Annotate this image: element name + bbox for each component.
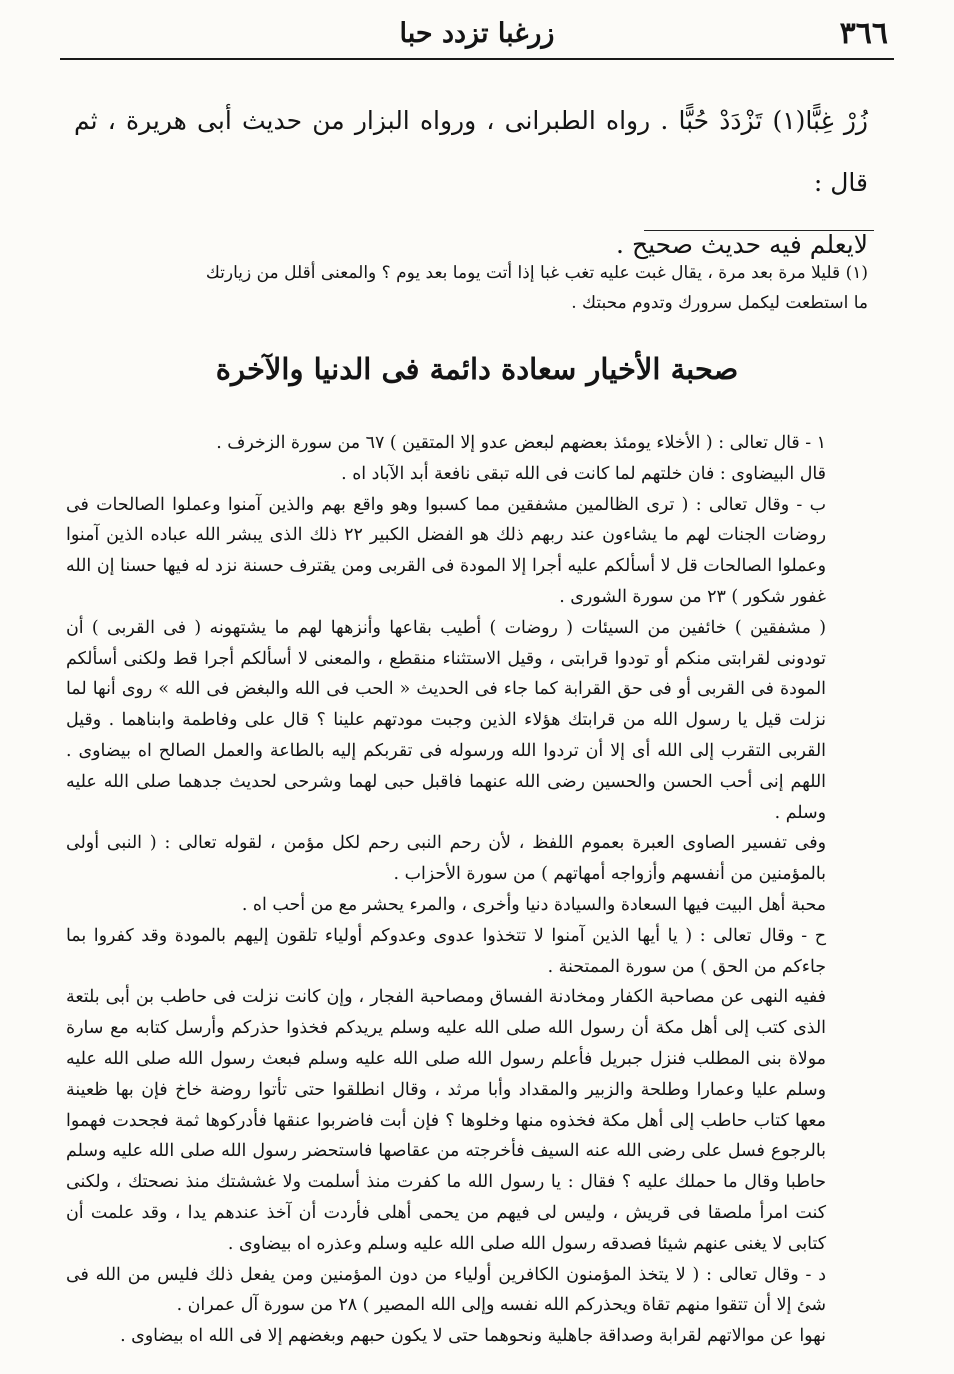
footnote-line: ما استطعت ليكمل سرورك وتدوم محبتك . <box>571 293 868 313</box>
running-title: زرغبا تزدد حبا <box>399 18 555 49</box>
top-text <box>74 90 868 276</box>
paragraph: ح - وقال تعالى : ( يا أيها الذين آمنوا لا تتخذوا عدوى وعدوكم أولياء تلقون إليهم بالمودة وقد كفروا بما جاءكم من الحق ) من سورة الممتحنة . <box>66 925 826 977</box>
paragraph: د - وقال تعالى : ( لا يتخذ المؤمنون الكافرين أولياء من دون المؤمنين ومن يفعل ذلك فليس من الله فى شئ إلا أن تتقوا منهم تقاة ويحذركم الله نفسه وإلى الله المصير ) ٢٨ من سورة آل عمران . <box>66 1264 826 1316</box>
main-content <box>66 428 874 1352</box>
footnote-line: (١) قليلا مرة بعد مرة ، يقال غبت عليه تغب غبا إذا أتت يوما بعد يوم ؟ والمعنى أقلل من زيارتك <box>205 263 868 283</box>
top-text-line: لايعلم فيه حديث صحيح . <box>616 230 868 259</box>
section-title: صحبة الأخيار سعادة دائمة فى الدنيا والآخرة <box>215 352 739 386</box>
footnote <box>70 258 868 318</box>
paragraph: ١ - قال تعالى : ( الأخلاء يومئذ بعضهم لبعض عدو إلا المتقين ) ٦٧ من سورة الزخرف . <box>216 433 826 453</box>
paragraph: محبة أهل البيت فيها السعادة والسيادة دنيا وأخرى ، والمرء يحشر مع من أحب اه . <box>241 894 826 915</box>
footnote-divider <box>644 230 874 231</box>
paragraph: ب - وقال تعالى : ( ترى الظالمين مشفقين مما كسبوا وهو واقع بهم والذين آمنوا وعملوا الصالحات فى روضات الجنات لهم ما يشاءون عند ربهم ذلك هو الفضل الكبير ٢٢ ذلك الذى يبشر الله عباده الذين آمنوا وعملوا الصالحات قل لا أسألكم عليه أجرا إلا المودة فى القربى ومن يقترف حسنة نزد له فيها حسنا إن الله غفور شكور ) ٢٣ من سورة الشورى . <box>66 494 826 607</box>
paragraph: نهوا عن موالاتهم لقرابة وصداقة جاهلية ونحوهما حتى لا يكون حبهم وبغضهم إلا فى الله اه بيضاوى . <box>120 1326 826 1347</box>
paragraph: ففيه النهى عن مصاحبة الكفار ومخادنة الفساق ومصاحبة الفجار ، وإن كانت نزلت فى حاطب بن أبى بلتعة الذى كتب إلى أهل مكة أن رسول الله صلى الله عليه وسلم يريدكم فخذوا حذركم وأرسل كتابه مع سارة مولاة بنى المطلب فنزل جبريل فأعلم رسول الله صلى الله عليه وسلم فبعث رسول الله صلى الله عليه وسلم عليا وعمارا وطلحة والزبير والمقداد وأبا مرثد ، وقال انطلقوا حتى تأتوا روضة خاخ فإن بها ظعينة معها كتاب حاطب إلى أهل مكة فخذوه منها وخلوها ؟ فإن أبت فاضربوا عنقها فأدركوها ثمة فجحدت فهموا بالرجوع فسل على رضى الله عنه السيف فأخرجته من عقاصها فاستحضر رسول الله صلى الله عليه وسلم حاطبا وقال ما حملك عليه ؟ فقال : يا رسول الله ما كفرت منذ أسلمت ولا غششتك منذ نصحتك ، ولكنى كنت امرأ ملصقا فى قريش ، وليس لى فيهم من يحمى أهلى فأردت أن آخذ عندهم يدا ، وقد علمت أن كتابى لا يغنى عنهم شيئا فصدقه رسول الله صلى الله عليه وسلم وعذره اه بيضاوى . <box>66 987 826 1254</box>
page-number: ٣٦٦ <box>839 16 888 51</box>
paragraph: قال البيضاوى : فان خلتهم لما كانت فى الله تبقى نافعة أبد الآباد اه . <box>341 463 826 484</box>
top-text-line: زُرْ غِبًّا(١) تَزْدَدْ حُبًّا . رواه الطبرانى ، ورواه البزار من حديث أبى هريرة ، ثم قال : <box>74 106 868 197</box>
paragraph: ( مشفقين ) خائفين من السيئات ( روضات ) أطيب بقاعها وأنزهها لهم ما يشتهونه ( فى القربى ) أن تودونى لقرابتى منكم أو تودوا قرابتى ، وقيل الاستثناء منقطع ، والمعنى لا أسألكم أجرا قط ولكنى أسألكم المودة فى القربى أو فى حق القرابة كما جاء فى الحديث « الحب فى الله والبغض فى الله » روى أنها لما نزلت قيل يا رسول الله من قرابتك هؤلاء الذين وجبت مودتهم علينا ؟ قال على وفاطمة وابناهما . وقيل القربى التقرب إلى الله أى إلا أن تردوا الله ورسوله فى تقربكم إليه بالطاعة والعمل الصالح اه بيضاوى . اللهم إنى أحب الحسن والحسين رضى الله عنهما فاقبل حبى لهما وشرحى لحديث جدهما صلى الله عليه وسلم . <box>66 617 826 823</box>
page-header <box>60 12 894 60</box>
paragraph: وفى تفسير الصاوى العبرة بعموم اللفظ ، لأن رحم النبى رحم لكل مؤمن ، لقوله تعالى : ( النبى أولى بالمؤمنين من أنفسهم وأزواجه أمهاتهم ) من سورة الأحزاب . <box>66 833 826 885</box>
